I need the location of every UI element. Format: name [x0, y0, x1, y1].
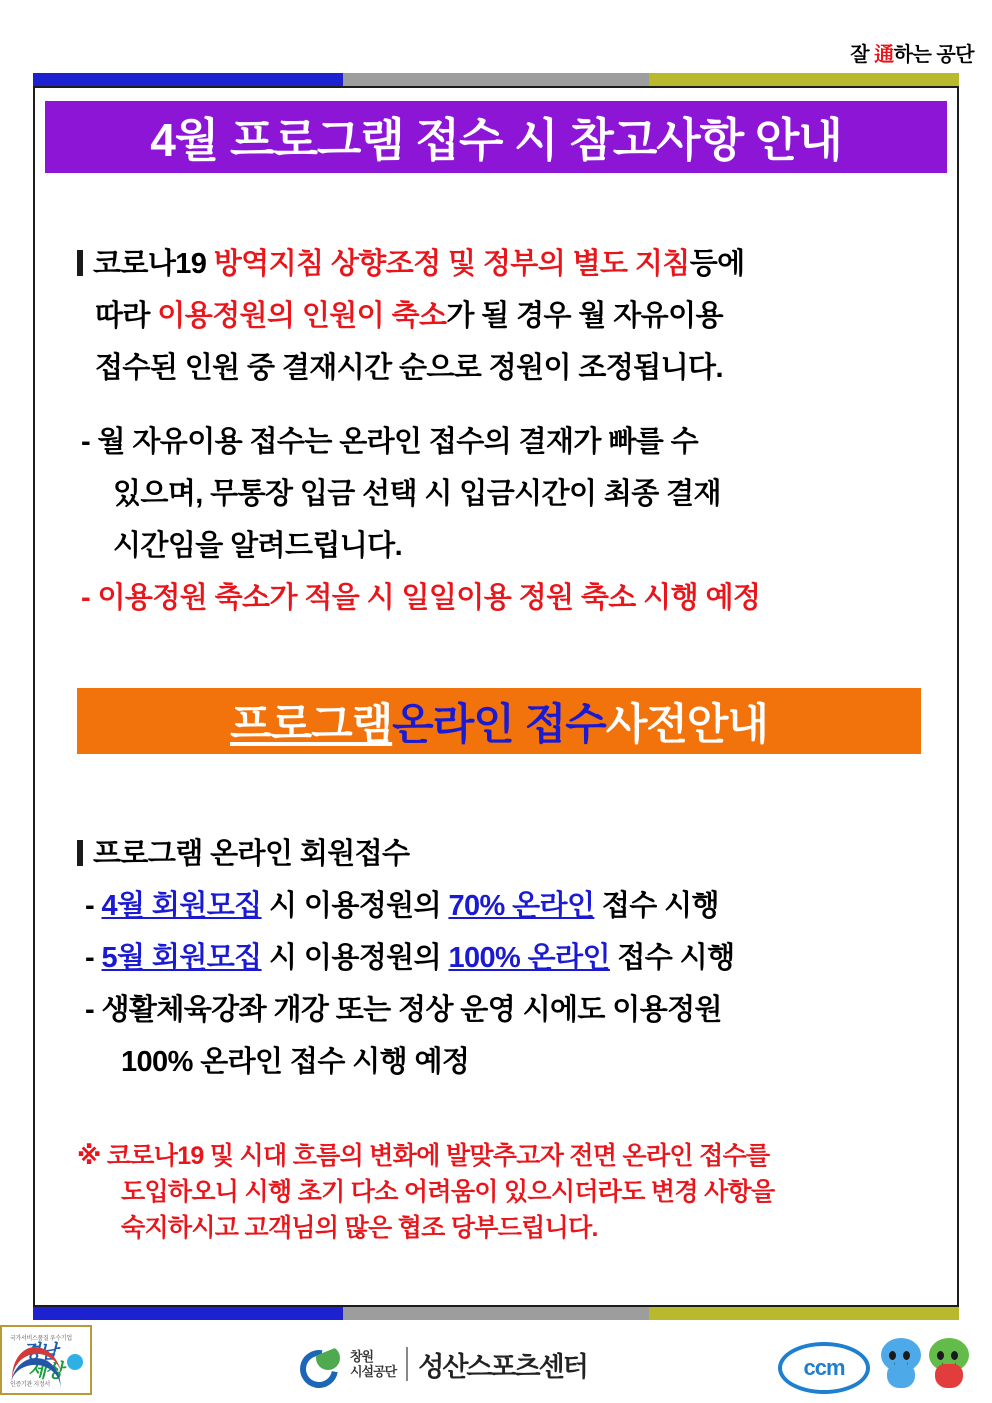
content-frame — [33, 86, 959, 1307]
s1l2a: 따라 — [95, 300, 158, 332]
mascot-characters — [878, 1333, 974, 1395]
s2i1-u2: 70% 온라인 — [448, 890, 595, 922]
sports-center-name: 성산스포츠센터 — [418, 1351, 587, 1382]
slogan-accent: 通 — [874, 44, 894, 66]
s2i1-mid: 시 이용정원의 — [261, 890, 449, 922]
slogan-pre: 잘 — [850, 44, 875, 66]
bar-segment-olive — [649, 73, 959, 86]
note-line-1: ※ 코로나19 및 시대 흐름의 변화에 발맞추고자 전면 온라인 접수를 — [77, 1142, 770, 1170]
cert-top-text: 국가서비스품질 우수기업 — [10, 1336, 72, 1342]
bottom-bar-segment-blue — [33, 1307, 343, 1320]
orange-part2: 온라인 접수 — [392, 700, 606, 749]
changwon-line2: 시설공단 — [350, 1364, 397, 1379]
s1l1c: 등에 — [689, 248, 745, 280]
s2i1-end: 접수 시행 — [594, 890, 719, 922]
orange-part1: 프로그램 — [230, 700, 393, 749]
red-note-block — [77, 1138, 937, 1246]
bar-segment-gray — [343, 73, 649, 86]
orange-title-banner — [77, 688, 921, 754]
mascot-blue-icon — [878, 1338, 924, 1390]
s2i2-u2: 100% 온라인 — [448, 942, 610, 974]
section-2-online — [77, 828, 937, 1088]
s2i2-u1: 5월 회원모집 — [101, 942, 262, 974]
s2i2-dash: - — [85, 942, 102, 974]
orange-part3: 사전안내 — [605, 700, 768, 749]
section1-line6: 시간임을 알려드립니다. — [113, 530, 403, 562]
note-line-3: 숙지하시고 고객님의 많은 협조 당부드립니다. — [121, 1214, 598, 1242]
section2-item-4: 100% 온라인 접수 시행 예정 — [121, 1046, 470, 1078]
section1-line3: 접수된 인원 중 결재시간 순으로 정원이 조정됩니다. — [95, 352, 723, 384]
changwon-facility-logo — [300, 1333, 587, 1395]
bullet-tick-icon-2 — [77, 840, 83, 866]
bar-segment-blue — [33, 73, 343, 86]
section2-item-2 — [77, 932, 937, 984]
section1-line2 — [77, 290, 937, 342]
section1-line1 — [77, 238, 937, 290]
purple-title-banner: 4월 프로그램 접수 시 참고사항 안내 — [45, 101, 947, 173]
section2-item-3: - 생활체육강좌 개강 또는 정상 운영 시에도 이용정원 — [85, 994, 722, 1026]
footer-logo-strip — [0, 1325, 992, 1403]
section1-line4: - 월 자유이용 접수는 온라인 접수의 결재가 빠를 수 — [81, 426, 698, 458]
s2i1-u1: 4월 회원모집 — [101, 890, 262, 922]
s1l1b: 방역지침 상향조정 및 정부의 별도 지침 — [213, 248, 690, 280]
changwon-logo-text — [350, 1349, 396, 1379]
changwon-line1: 창원 — [350, 1349, 374, 1364]
top-color-bar — [33, 73, 959, 86]
section2-item-1 — [77, 880, 937, 932]
note-line-2: 도입하오니 시행 초기 다소 어려움이 있으시더라도 변경 사항을 — [121, 1178, 775, 1206]
bottom-color-bar — [33, 1307, 959, 1320]
bottom-bar-segment-gray — [343, 1307, 649, 1320]
s1l1a: 코로나19 — [93, 248, 214, 280]
s2i1-dash: - — [85, 890, 102, 922]
gyeongnam-line2: 세상 — [28, 1361, 63, 1382]
section2-heading — [77, 828, 937, 880]
certification-plaque-icon — [0, 1325, 92, 1395]
bottom-bar-segment-olive — [649, 1307, 959, 1320]
bullet-tick-icon — [77, 250, 83, 276]
slogan-post: 하는 공단 — [893, 44, 974, 66]
company-slogan — [850, 38, 974, 67]
s1l2b: 이용정원의 인원이 축소 — [157, 300, 447, 332]
mascot-green-icon — [926, 1338, 972, 1390]
section1-line5: 있으며, 무통장 입금 선택 시 입금시간이 최종 결재 — [113, 478, 721, 510]
section1-line7: - 이용정원 축소가 적을 시 일일이용 정원 축소 시행 예정 — [81, 582, 761, 614]
changwon-swoosh-icon — [300, 1344, 344, 1384]
cert-bottom-text: 인증기관 지정서 — [10, 1382, 50, 1388]
logo-divider — [406, 1347, 408, 1381]
section2-heading-text: 프로그램 온라인 회원접수 — [93, 838, 410, 870]
s2i2-end: 접수 시행 — [609, 942, 735, 974]
gyeongnam-line1: 경남 — [22, 1342, 57, 1363]
section-1-notice — [77, 238, 937, 624]
s1l2c: 가 될 경우 월 자유이용 — [446, 300, 723, 332]
ccm-logo-text: ccm — [778, 1342, 870, 1394]
s2i2-mid: 시 이용정원의 — [261, 942, 449, 974]
ccm-logo — [778, 1337, 870, 1399]
